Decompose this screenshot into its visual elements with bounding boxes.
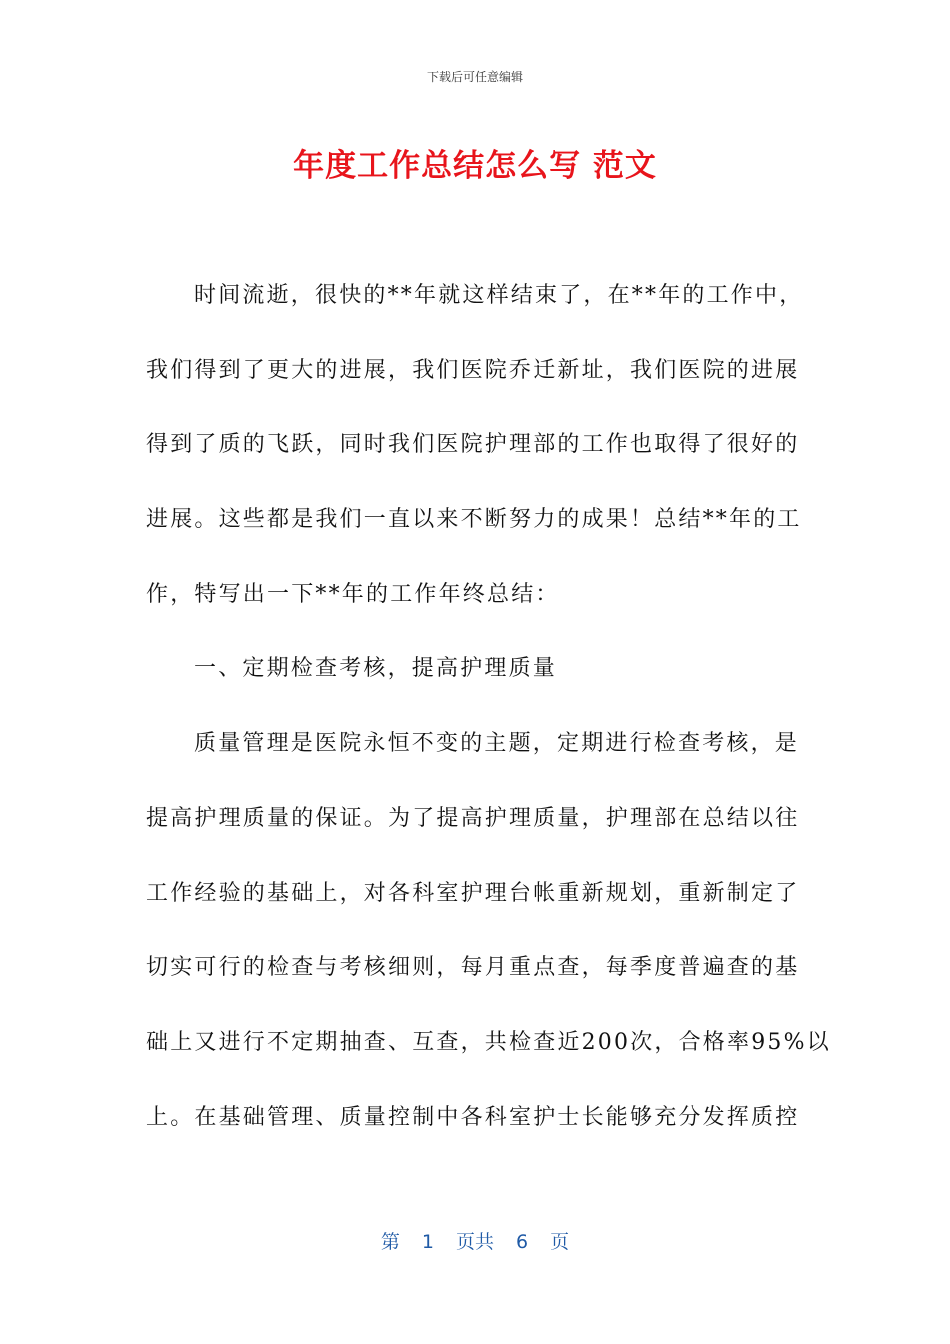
paragraph-line: 工作经验的基础上，对各科室护理台帐重新规划，重新制定了 <box>146 880 800 906</box>
paragraph-line: 得到了质的飞跃，同时我们医院护理部的工作也取得了很好的 <box>146 432 800 458</box>
paragraph-line: 作，特写出一下**年的工作年终总结： <box>146 581 560 607</box>
paragraph-line: 切实可行的检查与考核细则，每月重点查，每季度普遍查的基 <box>146 955 800 981</box>
paragraph-line: 质量管理是医院永恒不变的主题，定期进行检查考核，是 <box>194 731 800 757</box>
paragraph-line: 我们得到了更大的进展，我们医院乔迁新址，我们医院的进展 <box>146 357 800 383</box>
page-footer <box>0 1227 950 1254</box>
document-body <box>146 276 831 1172</box>
paragraph-line: 上。在基础管理、质量控制中各科室护士长能够充分发挥质控 <box>146 1104 800 1130</box>
paragraph-line: 时间流逝，很快的**年就这样结束了，在**年的工作中， <box>194 283 804 308</box>
page-middle: 页共 <box>455 1231 494 1253</box>
header-note: 下载后可任意编辑 <box>426 70 523 84</box>
document-title: 年度工作总结怎么写 范文 <box>293 148 657 184</box>
paragraph-line: 础上又进行不定期抽查、互查，共检查近200次，合格率95%以 <box>146 1029 831 1055</box>
page-prefix: 第 <box>380 1231 400 1253</box>
total-pages: 6 <box>516 1231 529 1253</box>
page-number: 1 <box>421 1231 434 1253</box>
paragraph-line: 提高护理质量的保证。为了提高护理质量，护理部在总结以往 <box>146 805 800 831</box>
page-suffix: 页 <box>550 1231 570 1253</box>
paragraph-line: 进展。这些都是我们一直以来不断努力的成果！总结**年的工 <box>146 507 802 533</box>
section-heading: 一、定期检查考核，提高护理质量 <box>194 656 558 682</box>
